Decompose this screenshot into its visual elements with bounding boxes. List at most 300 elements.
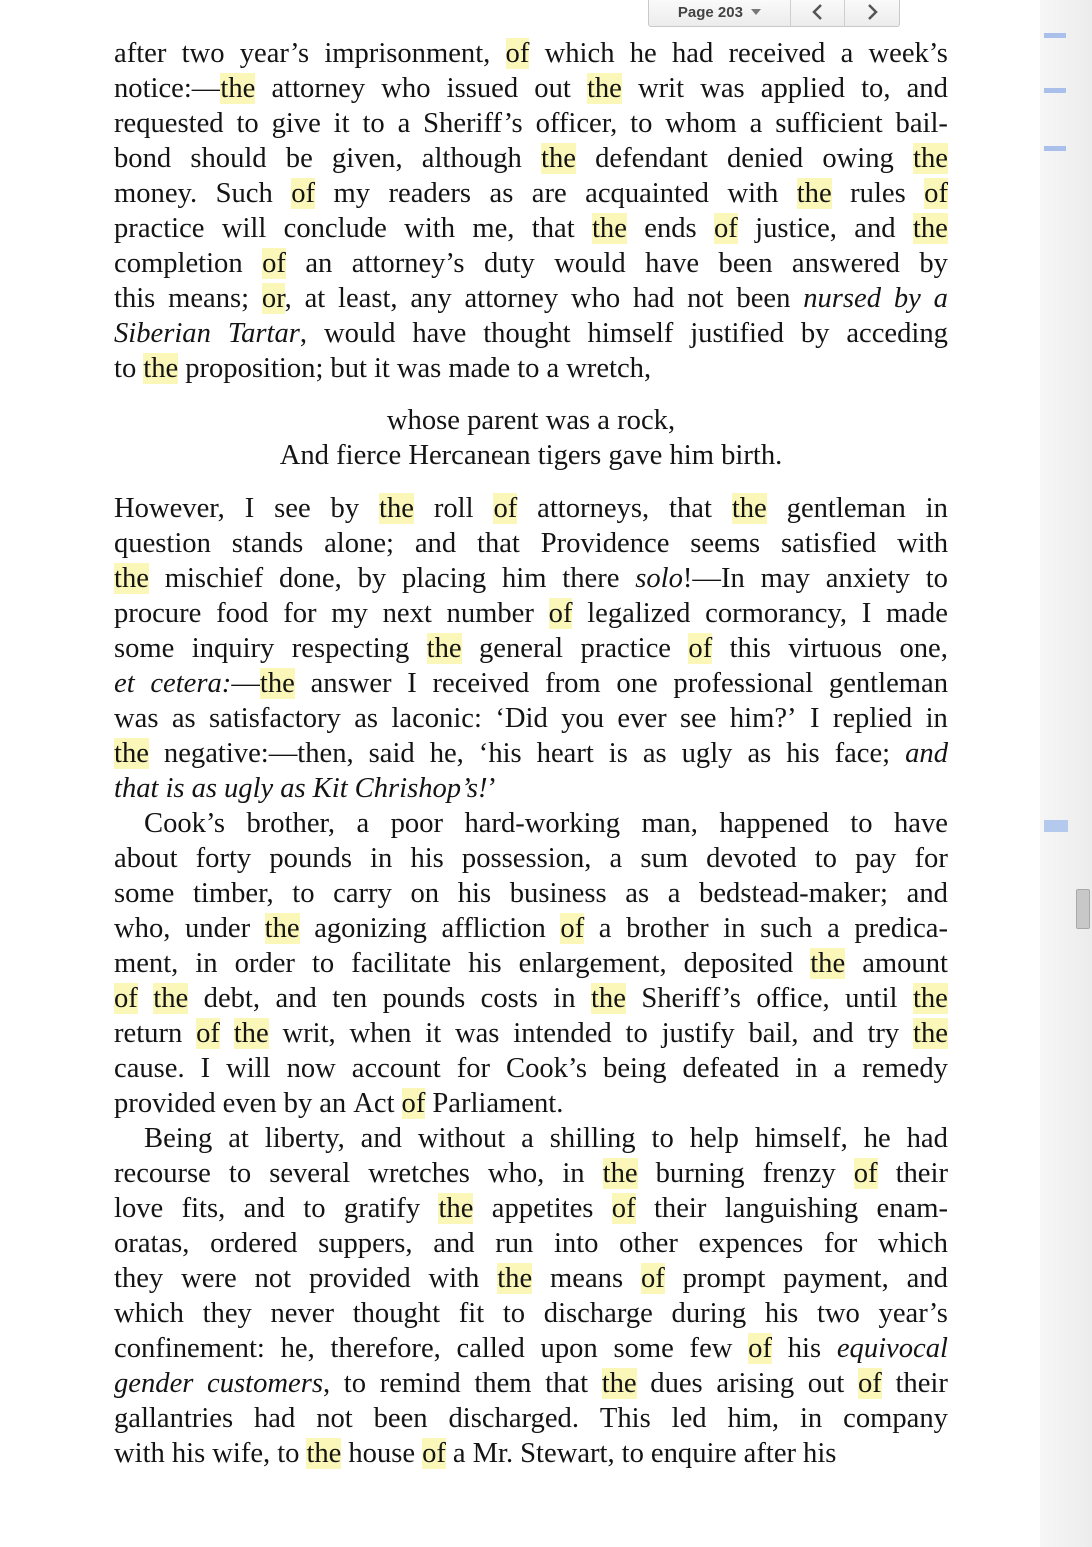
text-line [114,666,948,701]
word: a [397,108,411,139]
word: requested [114,108,224,139]
word: brother [626,913,709,944]
text-line [114,596,948,631]
word: as [642,738,667,769]
word: a [749,108,763,139]
word: pounds [269,843,352,874]
word: to [343,1368,367,1399]
word: sum [640,843,688,874]
word: which [544,38,615,69]
word: shilling [549,1123,636,1154]
text-line [114,176,948,211]
word: given, [331,143,403,174]
word: made [885,598,948,629]
word: account [351,1053,441,1084]
word: ordered [210,1228,298,1259]
text-line [114,1156,948,1191]
word: gentleman [828,668,948,699]
word: to [228,1158,252,1189]
word: from [545,668,601,699]
word: and [854,213,896,244]
text-line [114,281,948,316]
word: applied [760,73,845,104]
search-highlight: of [114,983,138,1014]
word [894,281,921,316]
text-line [114,911,948,946]
word: would [323,318,396,349]
word [913,211,948,246]
word: Sheriff’s [641,983,741,1014]
word: his [457,878,492,909]
word: have [893,808,948,839]
word: as [354,703,379,734]
word: pay [855,843,897,874]
word: have [412,318,467,349]
text-line [114,1436,948,1471]
word: ten [332,983,368,1014]
word: such [760,913,813,944]
word: oratas, [114,1228,190,1259]
text-line [114,701,948,736]
search-hit-marker[interactable] [1044,146,1066,151]
text-line [114,841,948,876]
word: appetites [491,1193,594,1224]
search-highlight: the [912,983,948,1014]
word: one [616,668,658,699]
word: and [275,983,317,1014]
word: hard-working [464,808,621,839]
word: gratify [343,1193,421,1224]
word: and [812,1018,854,1049]
search-highlight: the [913,1018,948,1049]
word: return [114,1018,183,1049]
word: and [243,1193,285,1224]
chevron-right-icon [864,3,880,21]
word [858,1366,882,1401]
word: predica- [854,913,948,944]
word: acceding [846,318,948,349]
search-hit-marker[interactable] [1044,88,1066,93]
word: in [795,1053,818,1084]
italic-text: Siberian [114,318,211,349]
search-highlight: the [306,1438,342,1469]
word: amount [862,948,948,979]
word: completion [114,248,243,279]
word: languishing [724,1193,859,1224]
word [143,351,178,386]
word: to [236,108,259,139]
word: was [396,353,442,384]
word: Providence [540,528,670,559]
word: his [468,948,502,979]
word: by [800,318,830,349]
word [854,1156,878,1191]
word: out [534,73,571,104]
search-highlight: of [857,1368,882,1399]
word: I [244,493,255,524]
word: who [381,73,431,104]
next-page-button[interactable] [844,0,899,26]
word: anxiety [825,563,910,594]
word: without [417,1123,506,1154]
word: burning [655,1158,745,1189]
word: facilitate [351,948,452,979]
word [549,596,573,631]
search-highlight: of [493,493,518,524]
word [837,1331,948,1366]
word: with [114,1438,165,1469]
search-highlight: the [143,353,179,384]
word: carry [333,878,392,909]
word: will [226,1053,271,1084]
word [422,1436,446,1471]
word: in [562,1158,585,1189]
word: duty [483,248,535,279]
word: now [286,1053,336,1084]
word: devoted [706,843,797,874]
word: placing [401,563,487,594]
previous-page-button[interactable] [790,0,845,26]
word: company [843,1403,948,1434]
word: had [671,38,714,69]
text-line [114,491,948,526]
word [165,771,184,806]
word: therefore, [330,1333,441,1364]
word: to [303,1193,326,1224]
word: ‘Did [495,703,548,734]
word: means; [168,283,250,314]
search-highlight: the [796,178,832,209]
word: that [669,493,712,524]
word: he [629,38,657,69]
word: but [330,353,367,384]
word: after [114,38,167,69]
word: office, [756,983,830,1014]
word: their [653,1193,707,1224]
italic-text: cetera: [150,668,232,699]
page-select[interactable] [649,0,790,26]
word: thought [483,318,571,349]
word: roll [433,493,474,524]
word [114,1366,193,1401]
word: on [410,878,440,909]
word: done, [279,563,342,594]
word: in [553,983,576,1014]
word: it [373,353,390,384]
search-highlight: of [714,213,738,244]
italic-text: nursed [803,283,882,314]
word: will [221,213,267,244]
word: not [687,283,724,314]
word [924,176,948,211]
word: prompt [682,1263,766,1294]
chevron-left-icon [810,3,826,21]
page-label: Page 203 [677,3,743,21]
italic-text: equivocal [836,1333,948,1364]
text-line [114,526,948,561]
page-toolbar [648,0,900,27]
word [114,561,149,596]
word: Cook’s [506,1053,588,1084]
word [732,491,767,526]
word: he, [429,738,464,769]
word: a [356,808,370,839]
word: should [190,143,267,174]
word: at [228,1123,249,1154]
word: would [554,248,626,279]
word: in [925,493,948,524]
word: money. [114,178,198,209]
word: Such [215,178,273,209]
word [192,771,217,806]
search-highlight: of [548,598,573,629]
word: respecting [291,633,410,664]
italic-text: as [191,773,217,804]
word: confinement: [114,1333,265,1364]
word: a [546,353,560,384]
word: readers [388,178,472,209]
word: for [823,1228,858,1259]
text-line [114,141,948,176]
word: and [906,73,948,104]
word: is [608,738,628,769]
search-highlight: the [731,493,767,524]
text-line [114,1401,948,1436]
word: denied [726,143,804,174]
search-highlight: the [912,213,948,244]
word: fits, [181,1193,226,1224]
text-line [114,876,948,911]
word: laconic: [391,703,482,734]
word: them [474,1368,532,1399]
word: for [456,1053,491,1084]
word: This [599,1403,651,1434]
search-highlight: the [913,143,948,174]
word: satisfied [781,528,877,559]
word: had [906,1123,948,1154]
word: procure [114,598,202,629]
word: cause. [114,1053,185,1084]
search-highlight: of [401,1088,426,1119]
word [688,631,712,666]
word: by [357,563,387,594]
word: solo!—In [635,563,745,594]
word: by [283,1088,313,1119]
word: ever [617,703,667,734]
word: an [305,248,333,279]
word: try [867,1018,900,1049]
word: his [803,1438,837,1469]
word: whom [665,108,737,139]
word: to [502,1298,526,1329]
word: customers, [207,1368,331,1399]
search-highlight: the [601,1368,637,1399]
word [402,1086,426,1121]
search-highlight: of [505,38,530,69]
search-highlight: the [153,983,189,1014]
word: upon [540,1333,598,1364]
word [493,491,517,526]
word [560,911,584,946]
word: my [333,178,371,209]
word: with [404,213,456,244]
italic-text: Kit [312,773,348,804]
word: issued [446,73,519,104]
word: year’s [239,38,310,69]
word: I [407,668,417,699]
word: help [689,1123,739,1154]
search-hit-marker[interactable] [1044,820,1068,832]
word: suppers, [318,1228,413,1259]
word: about [114,843,178,874]
word: gentleman [786,493,906,524]
italic-text: Tartar [227,318,300,349]
word: to, [861,73,891,104]
word: be [285,143,313,174]
word: that [531,213,575,244]
search-highlight: the [591,213,627,244]
search-highlight: the [114,563,149,594]
search-highlight: of [924,178,948,209]
word: However, [114,493,225,524]
word: legalized [587,598,691,629]
italic-text: and [905,738,948,769]
word: payment, [783,1263,889,1294]
word: a [452,1438,466,1469]
word: food [216,598,269,629]
word: a [827,913,840,944]
word: and [433,1228,475,1259]
scroll-track[interactable] [1040,0,1092,1547]
verse-line: And fierce Hercanean tigers gave him birth. [279,440,783,471]
word: I [200,1053,211,1084]
word: liberty, [264,1123,345,1154]
word: were [181,1263,237,1294]
word: bail- [895,108,948,139]
word [224,771,273,806]
word: heart [536,738,594,769]
text-line [114,71,948,106]
word: answer [310,668,392,699]
word: other [619,1228,678,1259]
word [803,281,881,316]
word: justified [690,318,784,349]
word: attorneys, [537,493,650,524]
word: least, [338,283,398,314]
text-line [114,561,948,596]
scrollbar-thumb[interactable] [1076,889,1090,929]
word [438,1191,473,1226]
word: year’s [878,1298,948,1329]
word: it [425,1018,442,1049]
word: Parliament. [432,1088,564,1119]
word: remedy [862,1053,948,1084]
search-highlight: of [853,1158,878,1189]
word: seems [690,528,761,559]
word: as [171,703,196,734]
word: some [613,1333,674,1364]
word: forty [195,843,252,874]
word: when [349,1018,412,1049]
word: who, [114,913,171,944]
text-line [114,36,948,71]
word: to [651,1123,674,1154]
word: Stewart, [520,1438,615,1469]
word: which [877,1228,948,1259]
italic-text: et [114,668,135,699]
word [114,771,158,806]
word: their [895,1368,948,1399]
text-line [114,1051,948,1086]
word: face; [834,738,891,769]
word: any [410,283,452,314]
italic-text: customers [207,1368,323,1399]
word [265,911,300,946]
word: he, [280,1333,315,1364]
word: brother, [246,808,336,839]
word: thought [352,1298,441,1329]
word: deposited [683,948,794,979]
word: it [333,108,350,139]
word: ment, [114,948,179,979]
word [114,316,211,351]
word: called [456,1333,525,1364]
verse-line: whose parent was a rock, [386,405,676,436]
search-hit-marker[interactable] [1044,33,1066,38]
word: satisfactory [209,703,341,734]
word: arising [716,1368,795,1399]
word: as [625,878,650,909]
word: for [914,843,948,874]
word: pounds [382,983,466,1014]
word: Cook’s [144,808,226,839]
word: there [562,563,620,594]
word: after [743,1438,797,1469]
text-line [114,631,948,666]
word: with [897,528,948,559]
word [280,771,305,806]
word: imprisonment, [324,38,491,69]
search-highlight: of [640,1263,665,1294]
word: was [700,73,745,104]
word [612,1191,636,1226]
word: my [331,598,368,629]
word: one, [899,633,948,664]
word: been [736,283,791,314]
word: a [833,1053,847,1084]
word: or, [261,283,292,314]
word: a [521,1123,534,1154]
word [797,176,832,211]
search-highlight: the [438,1193,474,1224]
word: Act [353,1088,395,1119]
text-line [114,771,948,806]
word: acquainted [585,178,709,209]
word: alone; [324,528,394,559]
text-line [114,981,948,1016]
word: in [723,913,746,944]
search-highlight: of [560,913,585,944]
word: mischief [164,563,264,594]
word: discharge [543,1298,653,1329]
word: affliction [441,913,546,944]
word: and [906,1263,948,1294]
word: not [254,1263,292,1294]
italic-text: that [114,773,159,804]
word: proposition; [185,353,324,384]
word: for [283,598,317,629]
word: answered [791,248,900,279]
